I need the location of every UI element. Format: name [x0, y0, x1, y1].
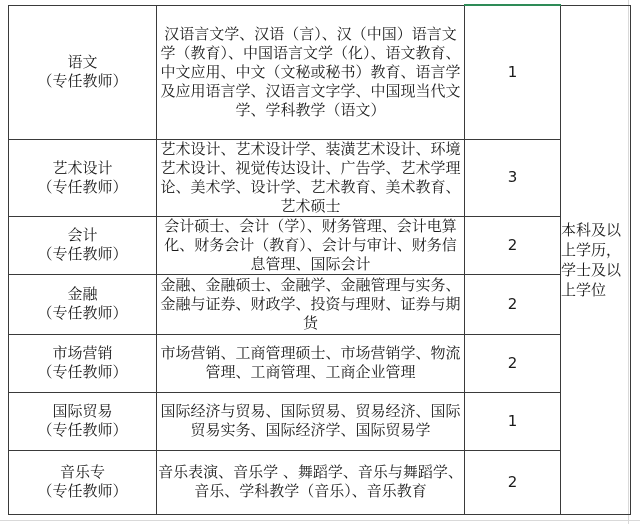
position-name: 金融 [67, 285, 98, 303]
position-cell[interactable] [9, 139, 157, 216]
position-name: 市场营销 [52, 344, 113, 362]
position-role: （专任教师） [37, 72, 128, 90]
position-cell[interactable] [9, 334, 157, 392]
headcount-cell[interactable]: 2 [465, 216, 561, 274]
position-role: （专任教师） [37, 363, 128, 381]
position-role: （专任教师） [37, 177, 128, 196]
position-role: （专任教师） [37, 304, 128, 322]
position-name: 音乐专 [59, 463, 105, 481]
majors-cell[interactable]: 会计硕士、会计（学）、财务管理、会计电算化、财务会计（教育）、会计与审计、财务信息管理、国际会计 [157, 216, 465, 274]
majors-cell[interactable]: 音乐表演、音乐学 、舞蹈学、音乐与舞蹈学、音乐、学科教学（音乐）、音乐教育 [157, 450, 465, 514]
table-row [9, 139, 631, 216]
position-name: 语文 [67, 53, 98, 71]
table-row [9, 274, 631, 334]
table-row [9, 334, 631, 392]
position-cell[interactable] [9, 5, 157, 139]
table-row [9, 392, 631, 450]
table-row [9, 5, 631, 139]
position-role: （专任教师） [37, 245, 128, 263]
table-row [9, 216, 631, 274]
requirement-text: 本科及以上学历，学士及以上学位 [561, 220, 622, 299]
position-cell[interactable] [9, 274, 157, 334]
position-role: （专任教师） [37, 482, 128, 500]
position-cell[interactable] [9, 392, 157, 450]
majors-cell[interactable]: 汉语言文学、汉语（言）、汉（中国）语言文学（教育）、中国语言文学（化）、语文教育、中文应用、中文（文秘或秘书）教育、语言学及应用语言学、汉语言文字学、中国现当代文学、学科教学（语文） [157, 5, 465, 139]
position-name: 国际贸易 [52, 402, 113, 420]
headcount-cell[interactable]: 2 [465, 334, 561, 392]
headcount-cell[interactable]: 1 [465, 5, 561, 139]
headcount-cell[interactable]: 2 [465, 274, 561, 334]
majors-cell[interactable]: 金融、金融硕士、金融学、金融管理与实务、金融与证券、财政学、投资与理财、证券与期货 [157, 274, 465, 334]
majors-cell[interactable]: 国际经济与贸易、国际贸易、贸易经济、国际贸易实务、国际经济学、国际贸易学 [157, 392, 465, 450]
requirement-cell[interactable] [561, 5, 631, 514]
headcount-cell[interactable]: 2 [465, 450, 561, 514]
headcount-cell[interactable]: 3 [465, 139, 561, 216]
majors-cell[interactable]: 艺术设计、艺术设计学、装潢艺术设计、环境艺术设计、视觉传达设计、广告学、艺术学理论、美术学、设计学、艺术教育、美术教育、艺术硕士 [157, 139, 465, 216]
headcount-cell[interactable]: 1 [465, 392, 561, 450]
majors-cell[interactable]: 市场营销、工商管理硕士、市场营销学、物流管理、工商管理、工商企业管理 [157, 334, 465, 392]
position-cell[interactable] [9, 216, 157, 274]
position-cell[interactable] [9, 450, 157, 514]
position-name: 艺术设计 [52, 158, 113, 177]
position-role: （专任教师） [37, 421, 128, 439]
position-name: 会计 [67, 226, 98, 244]
table-row [9, 450, 631, 514]
recruitment-table [8, 4, 631, 515]
grid-line [0, 520, 640, 521]
